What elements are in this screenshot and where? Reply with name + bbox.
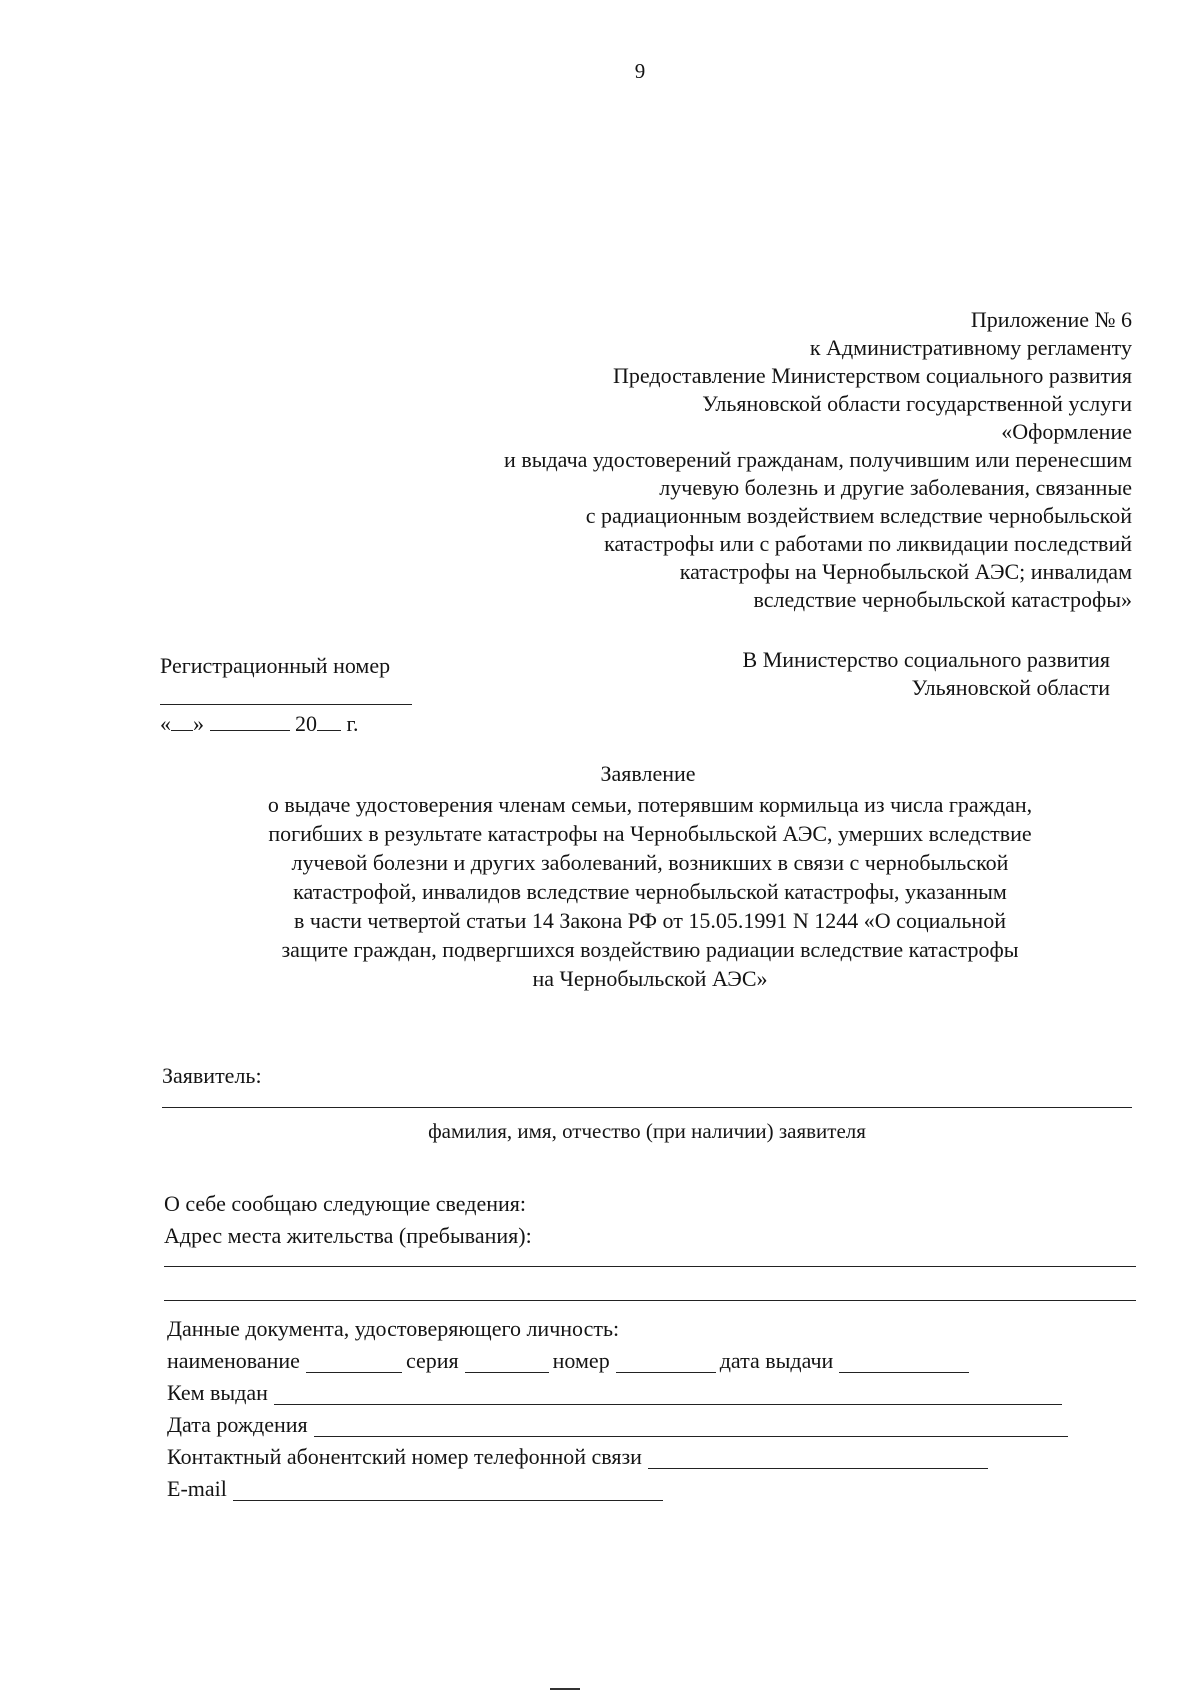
addressee-line: В Министерство социального развития [742, 647, 1110, 672]
appendix-line: катастрофы на Чернобыльской АЭС; инвалидам [679, 559, 1132, 584]
document-number-field[interactable] [616, 1350, 716, 1373]
statement-line: лучевой болезни и других заболеваний, возникших в связи с чернобыльской [291, 850, 1009, 875]
statement-line: о выдаче удостоверения членам семьи, потерявшим кормильца из числа граждан, [267, 792, 1033, 817]
applicant-label: Заявитель: [162, 1063, 262, 1088]
statement-line: катастрофой, инвалидов вследствие чернобыльской катастрофы, указанным [293, 879, 1007, 904]
email-row [167, 1473, 1072, 1505]
address-field-line-2[interactable] [164, 1300, 1136, 1301]
document-issue-date-label: дата выдачи [719, 1348, 834, 1373]
document-issue-date-field[interactable] [839, 1350, 969, 1373]
birth-date-label: Дата рождения [167, 1412, 308, 1437]
applicant-name-caption: фамилия, имя, отчество (при наличии) заявителя [428, 1119, 866, 1143]
appendix-line: и выдача удостоверений гражданам, получившим или перенесшим [504, 447, 1132, 472]
document-details-row [167, 1345, 1072, 1377]
phone-field[interactable] [648, 1446, 988, 1469]
email-field[interactable] [233, 1478, 663, 1501]
identity-document-heading-row [167, 1313, 1072, 1345]
address-field-line-1[interactable] [164, 1266, 1136, 1267]
appendix-header [372, 306, 1132, 614]
appendix-line: к Административному регламенту [809, 335, 1132, 360]
appendix-line: Ульяновской области государственной услуги [702, 391, 1132, 416]
birth-date-row [167, 1409, 1072, 1441]
issued-by-row [167, 1377, 1072, 1409]
document-series-field[interactable] [465, 1350, 549, 1373]
date-open-quote: « [160, 711, 171, 736]
registration-number-label: Регистрационный номер [160, 653, 391, 678]
statement-line: защите граждан, подвергшихся воздействию радиации вследствие катастрофы [281, 937, 1019, 962]
document-title: Заявление [600, 761, 696, 786]
registration-date [160, 710, 359, 738]
address-label: Адрес места жительства (пребывания): [164, 1223, 532, 1248]
year-prefix: 20 [295, 711, 317, 736]
identity-document-heading: Данные документа, удостоверяющего личность: [167, 1316, 620, 1341]
addressee-line: Ульяновской области [911, 675, 1110, 700]
document-name-field[interactable] [306, 1350, 402, 1373]
info-section [164, 1188, 532, 1252]
document-series-label: серия [405, 1348, 459, 1373]
applicant-name-field[interactable] [162, 1107, 1132, 1108]
appendix-line: катастрофы или с работами по ликвидации последствий [604, 531, 1132, 556]
phone-label: Контактный абонентский номер телефонной связи [167, 1444, 642, 1469]
identity-document-section [167, 1313, 1072, 1505]
birth-date-field[interactable] [314, 1414, 1068, 1437]
footer-dash [550, 1688, 580, 1690]
statement-subject [200, 790, 1100, 993]
day-field[interactable] [171, 710, 193, 731]
registration-number-field[interactable] [160, 704, 412, 705]
appendix-line: Предоставление Министерством социального развития [613, 363, 1132, 388]
appendix-line: Приложение № 6 [970, 307, 1132, 332]
phone-row [167, 1441, 1072, 1473]
document-name-label: наименование [167, 1348, 300, 1373]
issued-by-label: Кем выдан [167, 1380, 268, 1405]
info-intro: О себе сообщаю следующие сведения: [164, 1191, 527, 1216]
appendix-line: «Оформление [1001, 419, 1132, 444]
statement-line: погибших в результате катастрофы на Чернобыльской АЭС, умерших вследствие [268, 821, 1032, 846]
appendix-line: лучевую болезнь и другие заболевания, связанные [659, 475, 1132, 500]
appendix-line: вследствие чернобыльской катастрофы» [753, 587, 1132, 612]
statement-line: на Чернобыльской АЭС» [532, 966, 768, 991]
year-field[interactable] [317, 710, 341, 731]
document-number-label: номер [552, 1348, 610, 1373]
month-field[interactable] [210, 710, 290, 731]
page-number: 9 [634, 59, 646, 83]
appendix-line: с радиационным воздействием вследствие чернобыльской [585, 503, 1132, 528]
addressee [640, 646, 1110, 702]
issued-by-field[interactable] [274, 1382, 1062, 1405]
statement-line: в части четвертой статьи 14 Закона РФ от 15.05.1991 N 1244 «О социальной [294, 908, 1006, 933]
email-label: E-mail [167, 1476, 227, 1501]
date-close-quote: » [193, 711, 204, 736]
year-suffix: г. [346, 711, 359, 736]
